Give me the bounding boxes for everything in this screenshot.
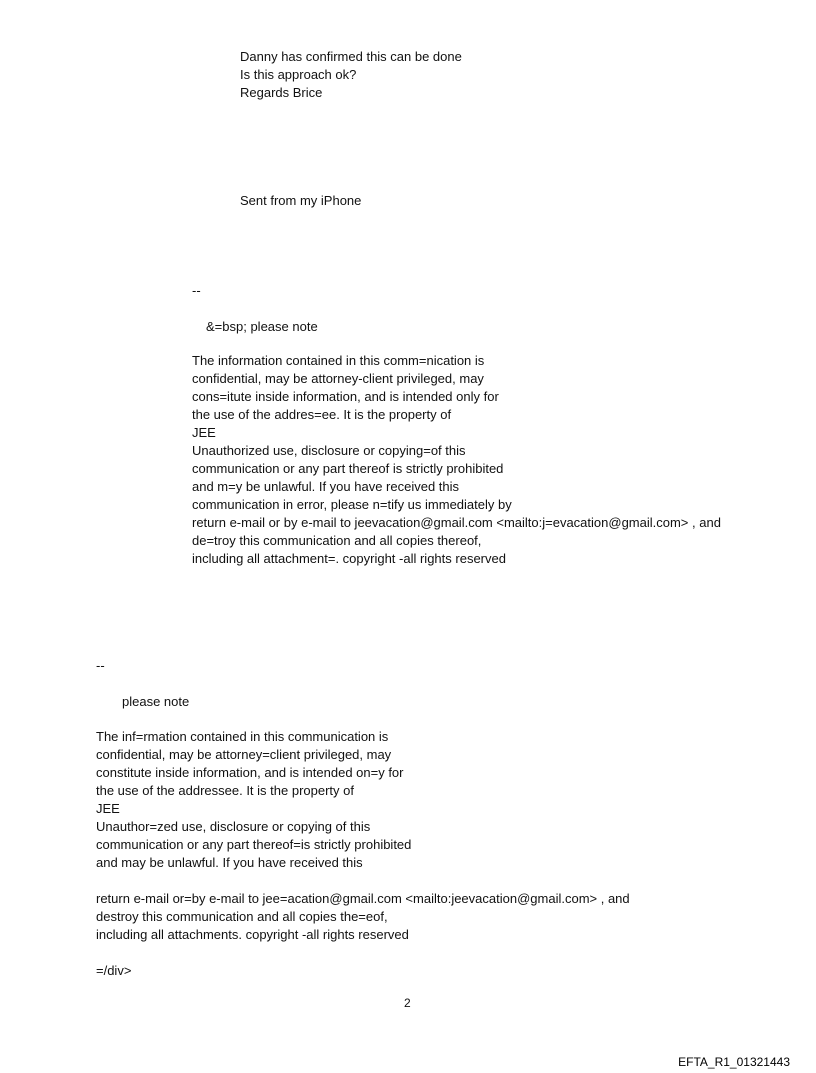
- disclaimer-heading: &=bsp; please note: [206, 319, 318, 334]
- separator: --: [96, 658, 105, 673]
- disclaimer-line: constitute inside information, and is intended on=y for: [96, 765, 404, 780]
- disclaimer-line: the use of the addres=ee. It is the property of: [192, 407, 452, 422]
- disclaimer-line: JEE: [96, 801, 120, 816]
- quoted-message: [240, 48, 462, 102]
- disclaimer-line: JEE: [192, 425, 216, 440]
- disclaimer-body: [96, 728, 411, 872]
- disclaimer-line: de=troy this communication and all copies thereof,: [192, 533, 482, 548]
- disclaimer-line: Unauthorized use, disclosure or copying=of this: [192, 443, 466, 458]
- disclaimer-line: return e-mail or by e-mail to jeevacation@gmail.com <mailto:j=evacation@gmail.com> , and: [192, 515, 721, 530]
- separator: --: [192, 283, 201, 298]
- page-number: 2: [404, 996, 411, 1010]
- disclaimer-body: [192, 352, 721, 568]
- disclaimer-line: and may be unlawful. If you have received this: [96, 855, 363, 870]
- message-line: Is this approach ok?: [240, 67, 357, 82]
- disclaimer-line: including all attachment=. copyright -all rights reserved: [192, 551, 506, 566]
- disclaimer-line: and m=y be unlawful. If you have received this: [192, 479, 460, 494]
- closing-tag-text: =/div>: [96, 963, 132, 978]
- disclaimer-line: communication or any part thereof=is strictly prohibited: [96, 837, 412, 852]
- document-id: EFTA_R1_01321443: [678, 1055, 790, 1069]
- disclaimer-line: The information contained in this comm=nication is: [192, 353, 485, 368]
- disclaimer-line: the use of the addressee. It is the property of: [96, 783, 354, 798]
- disclaimer-line: including all attachments. copyright -all rights reserved: [96, 927, 409, 942]
- disclaimer-line: confidential, may be attorney=client privileged, may: [96, 747, 392, 762]
- disclaimer-body-continued: [96, 890, 630, 944]
- disclaimer-line: communication in error, please n=tify us immediately by: [192, 497, 512, 512]
- disclaimer-heading: please note: [122, 694, 190, 709]
- disclaimer-line: return e-mail or=by e-mail to jee=acation@gmail.com <mailto:jeevacation@gmail.com> , and: [96, 891, 630, 906]
- disclaimer-line: Unauthor=zed use, disclosure or copying of this: [96, 819, 371, 834]
- signature-line: Sent from my iPhone: [240, 193, 362, 208]
- disclaimer-line: communication or any part thereof is strictly prohibited: [192, 461, 504, 476]
- disclaimer-line: destroy this communication and all copies the=eof,: [96, 909, 388, 924]
- message-line: Regards Brice: [240, 85, 323, 100]
- disclaimer-line: cons=itute inside information, and is intended only for: [192, 389, 499, 404]
- disclaimer-line: The inf=rmation contained in this communication is: [96, 729, 389, 744]
- disclaimer-line: confidential, may be attorney-client privileged, may: [192, 371, 484, 386]
- message-line: Danny has confirmed this can be done: [240, 49, 462, 64]
